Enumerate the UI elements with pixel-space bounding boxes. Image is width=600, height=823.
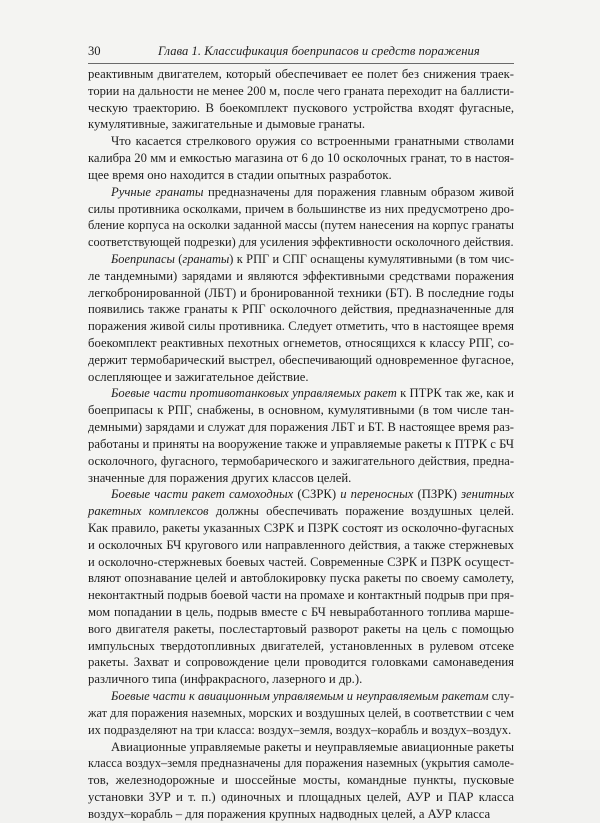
paragraph	[88, 486, 514, 688]
italic-term: гранаты	[182, 251, 230, 266]
running-title: Глава 1. Классификация боеприпасов и средств поражения	[158, 44, 480, 58]
text-run: Как правило, ракеты указанных СЗРК и ПЗРК состоят из осколочно-фугасных	[88, 520, 514, 535]
text-line	[88, 301, 514, 318]
text-run: кумулятивные, зажигательные и дымовые гранаты.	[88, 117, 366, 132]
text-line	[88, 772, 514, 789]
text-line	[88, 201, 514, 218]
text-run: (ПЗРК)	[413, 487, 462, 502]
text-line	[88, 705, 514, 722]
text-run: жат для поражения наземных, морских и воздушных целей, в соответствии с чем	[88, 705, 514, 720]
text-line	[88, 806, 514, 823]
text-run: силы противника осколками, причем в большинстве из них предусмотрено дро-	[88, 201, 514, 216]
text-run: неконтактный подрыв боевой части на промахе и контактный подрыв при пря-	[88, 588, 514, 603]
text-line	[88, 369, 514, 386]
text-run: ракеты. Захват и сопровождение цели проводится головками самонаведения	[88, 655, 514, 670]
text-line	[88, 268, 514, 285]
page-header	[88, 40, 514, 60]
paragraph	[88, 184, 514, 251]
paragraph	[88, 688, 514, 738]
text-run: Что касается стрелкового оружия со встроенными гранатными стволами	[111, 134, 514, 149]
paragraph	[88, 385, 514, 486]
text-run: соответствующей подрезки) для усиления эффективности осколочного действия.	[88, 235, 514, 250]
text-line	[88, 385, 514, 402]
text-run: вого двигателя ракеты, послестартовый разворот ракеты на цель с помощью	[88, 621, 514, 636]
text-line	[88, 671, 514, 688]
text-run: поражения живой силы противника. Следует отметить, что в настоящее время	[88, 319, 514, 334]
text-run: осколочного, фугасного, термобарического и зажигательного действия, предна-	[88, 453, 514, 468]
page-number: 30	[88, 44, 101, 58]
text-line	[88, 654, 514, 671]
text-run: к ПТРК так же, как и	[396, 386, 514, 401]
body-text	[88, 66, 514, 823]
text-line	[88, 419, 514, 436]
italic-term: ракетных комплексов	[88, 504, 209, 519]
text-line	[88, 133, 514, 150]
italic-term: Боевые части противотанковых управляемых ракет	[111, 386, 397, 401]
text-line	[88, 285, 514, 302]
text-run: тории на дальности не менее 200 м, после чего граната переходит на баллисти-	[88, 83, 514, 98]
text-run: Авиационные управляемые ракеты и неуправляемые авиационные ракеты	[111, 739, 514, 754]
text-run: мом попадании в цель, подрыв вместе с БЧ невыработанного топлива марше-	[88, 605, 514, 619]
text-run: класса воздух–земля предназначены для поражения наземных (укрытия самоле-	[88, 756, 514, 771]
italic-term: Боевые части к авиационным управляемым и неуправляемым ракетам	[111, 689, 489, 704]
text-run: реактивным двигателем, который обеспечивает ее полет без снижения траек-	[88, 67, 514, 81]
text-line	[88, 537, 514, 554]
italic-term: зенитных	[461, 487, 514, 502]
text-run: боеприпасы к РПГ, снабжены, в основном, кумулятивными (в том числе тан-	[88, 403, 514, 418]
text-line	[88, 570, 514, 587]
text-line	[88, 66, 514, 83]
text-line	[88, 789, 514, 806]
text-run: калибра 20 мм и емкостью магазина от 6 до 10 осколочных гранат, то в настоя-	[88, 151, 514, 166]
text-run: легкобронированной (ЛБТ) и бронированной техники (БТ). В последние годы	[88, 285, 514, 300]
text-line	[88, 335, 514, 352]
text-line	[88, 83, 514, 100]
text-line	[88, 167, 514, 184]
text-line	[88, 436, 514, 453]
text-line	[88, 755, 514, 772]
text-line	[88, 621, 514, 638]
text-run: и осколочных БЧ кругового или направленного действия, а также стержневых	[88, 537, 514, 552]
text-line	[88, 470, 514, 487]
text-run: работаны и приняты на вооружение также и управляемые ракеты к ПТРК с БЧ	[88, 436, 514, 451]
italic-term: и переносных	[340, 487, 414, 502]
text-line	[88, 100, 514, 117]
italic-term: Ручные гранаты	[111, 184, 204, 199]
text-line	[88, 604, 514, 621]
text-line	[88, 251, 514, 268]
text-line	[88, 688, 514, 705]
italic-term: Боеприпасы	[111, 251, 175, 266]
text-line	[88, 520, 514, 537]
text-line	[88, 453, 514, 470]
paragraph	[88, 251, 514, 386]
text-run: ослепляющее и зажигательное действие.	[88, 369, 309, 384]
text-run: установки ЗУР и т. п.) одиночных и площадных целей, АУР и ПАР класса	[88, 789, 514, 804]
text-run: и осколочно-стержневых боевых частей. Современные СЗРК и ПЗРК осущест-	[88, 554, 514, 569]
text-line	[88, 150, 514, 167]
header-divider	[88, 63, 514, 64]
text-line	[88, 638, 514, 655]
text-run: их подразделяют на три класса: воздух–земля, воздух–корабль и воздух–воздух.	[88, 722, 512, 737]
text-run: щее время оно находится в стадии опытных разработок.	[88, 167, 392, 182]
text-line	[88, 554, 514, 571]
text-run: появились также гранаты к РПГ осколочного действия, предназначенные для	[88, 302, 514, 317]
text-run: предназначены для поражения главным образом живой	[203, 184, 514, 199]
text-run: ле тандемными) зарядами и являются эффективными средствами поражения	[88, 268, 514, 283]
text-line	[88, 184, 514, 201]
text-line	[88, 352, 514, 369]
text-line	[88, 739, 514, 756]
text-line	[88, 587, 514, 604]
text-run: бление корпуса на осколки заданной массы (путем нанесения на корпус гранаты	[88, 218, 514, 233]
text-run: демными) зарядами и служат для поражения ЛБТ и БТ. В настоящее время раз-	[88, 420, 514, 435]
text-line	[88, 722, 514, 739]
paragraph	[88, 739, 514, 823]
text-line	[88, 402, 514, 419]
text-line	[88, 318, 514, 335]
text-run: различного типа (инфракрасного, лазерного и др.).	[88, 672, 363, 687]
text-line	[88, 486, 514, 503]
text-run: тов, железнодорожные и шоссейные мосты, командные пункты, пусковые	[88, 773, 514, 788]
text-line	[88, 116, 514, 133]
text-run: импульсных твердотопливных двигателей, установленных в рулевом отсеке	[88, 638, 514, 653]
text-run: (СЗРК)	[293, 487, 341, 502]
text-line	[88, 503, 514, 520]
text-run: воздух–корабль – для поражения крупных надводных целей, а АУР класса	[88, 806, 491, 821]
text-run: ) к РПГ и СПГ оснащены кумулятивными (в том чис-	[229, 251, 514, 266]
text-run: держит термобарический выстрел, обеспечивающий одновременное фугасное,	[88, 352, 514, 367]
paragraph	[88, 133, 514, 183]
paragraph	[88, 66, 514, 133]
text-run: слу-	[488, 689, 514, 704]
text-run: (	[174, 251, 183, 266]
text-line	[88, 234, 514, 251]
text-line	[88, 217, 514, 234]
text-run: должны обеспечивать поражение воздушных целей.	[208, 504, 514, 519]
text-run: боекомплект реактивных пехотных огнеметов, относящихся к классу РПГ, со-	[88, 336, 514, 350]
text-run: ческую траекторию. В боекомплект пускового устройства входят фугасные,	[88, 100, 514, 115]
text-run: вляют опознавание целей и автоблокировку пуска ракеты по своему самолету,	[88, 571, 514, 586]
italic-term: Боевые части ракет самоходных	[111, 487, 294, 502]
text-run: значенные для поражения других классов целей.	[88, 470, 352, 485]
